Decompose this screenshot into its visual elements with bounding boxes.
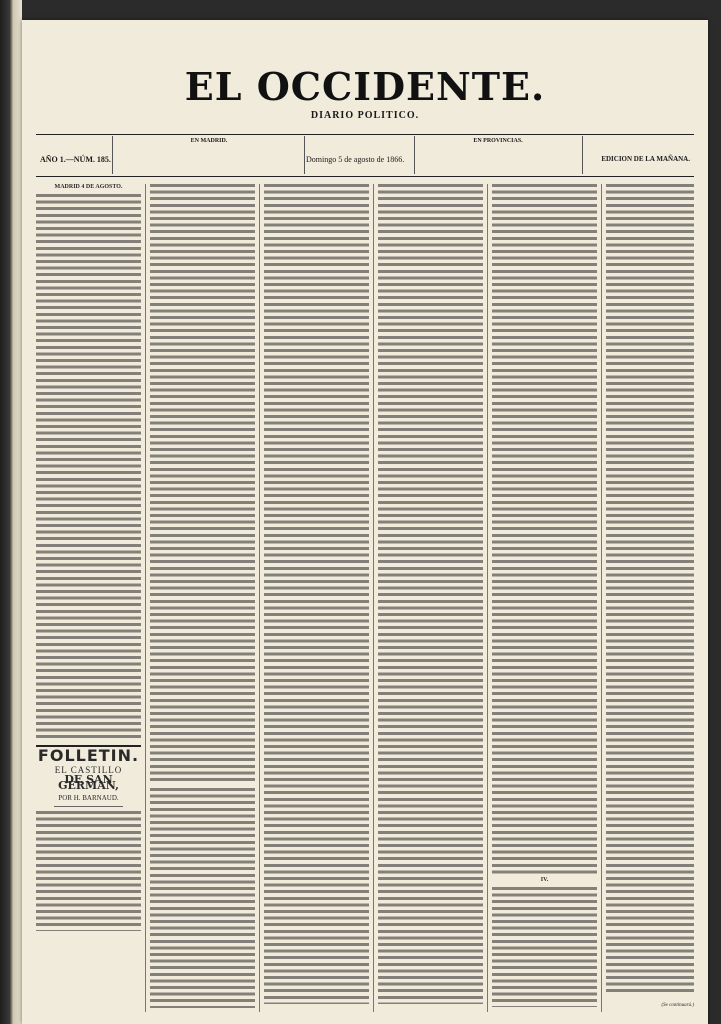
article-columns — [36, 184, 694, 1012]
madrid-box-title: EN MADRID. — [190, 138, 228, 144]
article-text — [150, 184, 255, 784]
info-separator — [414, 136, 415, 174]
column-2 — [150, 184, 255, 1012]
column-rule — [145, 184, 146, 1012]
column-5 — [492, 184, 597, 1012]
provincias-box-title: EN PROVINCIAS. — [473, 138, 523, 144]
article-text — [492, 184, 597, 874]
info-separator — [582, 136, 583, 174]
info-separator — [304, 136, 305, 174]
continued-note: (Se continuará.) — [661, 1003, 694, 1009]
folletin-text — [36, 811, 141, 931]
newspaper-page — [22, 20, 708, 1024]
folletin-title-line1: EL CASTILLO — [54, 765, 123, 776]
column-rule — [601, 184, 602, 1012]
adjacent-page-edge — [0, 0, 22, 1024]
dateline: MADRID 4 DE AGOSTO. — [54, 184, 123, 190]
folletin-section — [36, 745, 141, 931]
column-4 — [378, 184, 483, 1012]
column-6 — [606, 184, 694, 1012]
column-3 — [264, 184, 369, 1012]
article-text — [264, 184, 369, 1004]
folletin-header: FOLLETIN. — [37, 745, 140, 765]
column-rule — [373, 184, 374, 1012]
section-numeral: IV. — [540, 877, 549, 883]
column-1 — [36, 184, 141, 1012]
masthead-rule-bottom — [36, 176, 694, 177]
column-rule — [487, 184, 488, 1012]
madrid-box-text — [118, 146, 300, 172]
folletin-title-line2: DE SAN GERMAN, — [58, 772, 119, 793]
issue-date: Domingo 5 de agosto de 1866. — [306, 155, 405, 164]
masthead-subtitle: DIARIO POLITICO. — [310, 110, 420, 121]
masthead-rule-top — [36, 134, 694, 135]
issue-number: AÑO 1.—NÚM. 185. — [40, 155, 111, 164]
folletin-continued-text — [150, 788, 255, 1008]
info-bar — [36, 136, 694, 174]
folletin-author: POR H. BARNAUD. — [58, 793, 119, 802]
column-rule — [259, 184, 260, 1012]
folletin-continued-text — [492, 887, 597, 1007]
provincias-box-text — [420, 146, 576, 172]
article-text — [606, 184, 694, 994]
folletin-divider — [54, 806, 123, 807]
edition-label: EDICION DE LA MAÑANA. — [601, 155, 690, 163]
info-separator — [112, 136, 113, 174]
masthead-title: EL OCCIDENTE. — [184, 64, 546, 109]
article-text — [378, 184, 483, 1004]
article-text — [36, 194, 141, 739]
